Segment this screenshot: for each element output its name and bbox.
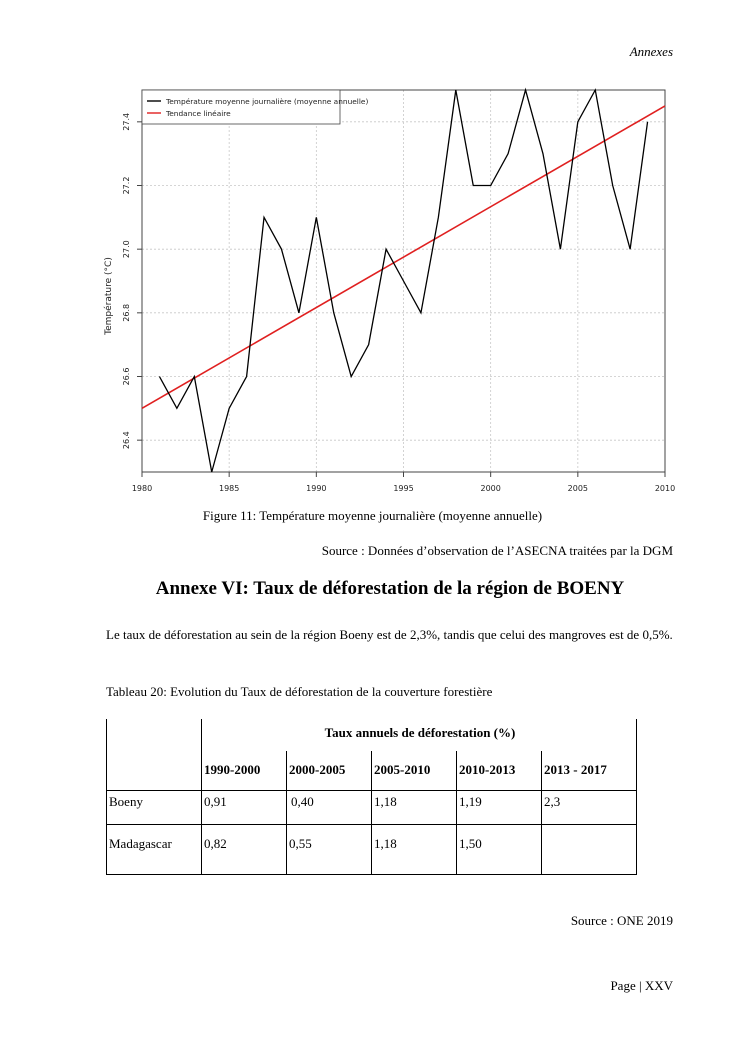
x-tick-label: 1985 [218,484,240,493]
table-cell: 1,18 [372,791,457,825]
y-axis-title: Température (°C) [104,257,114,335]
table-cell [542,825,637,875]
annex-title: Annexe VI: Taux de déforestation de la région de BOENY [155,578,625,599]
x-tick-label: 1990 [306,484,327,493]
table-cell: 1,19 [457,791,542,825]
y-tick-label: 26.8 [122,303,131,322]
y-tick-label: 27.0 [122,240,131,259]
table-header-row [107,719,637,751]
period-header: 2000-2005 [287,751,372,791]
table-cell: 0,40 [287,791,372,825]
legend-trend-label: Tendance linéaire [166,109,231,118]
legend-box [142,90,340,124]
x-tick-label: 2005 [567,484,589,493]
y-tick-label: 27.2 [122,176,131,195]
y-tick-label: 27.4 [122,112,131,131]
running-header: Annexes [629,44,673,59]
table-cell: 2,3 [542,791,637,825]
page-roman: XXV [644,978,673,993]
page-number: Page | XXV [610,978,673,993]
table-cell: 0,82 [202,825,287,875]
row-label: Boeny [107,791,202,825]
table-corner-cell [107,719,202,791]
body-paragraph: Le taux de déforestation au sein de la région Boeny est de 2,3%, tandis que celui des mangroves est de 0,5%. [106,627,673,642]
table-row [107,825,637,875]
temperature-chart [100,82,675,502]
figure-caption: Figure 11: Température moyenne journalière (moyenne annuelle) [202,508,543,523]
row-label: Madagascar [107,825,202,875]
page-label: Page [610,978,636,993]
table-cell: 0,55 [287,825,372,875]
table-caption: Tableau 20: Evolution du Taux de déforestation de la couverture forestière [106,684,493,699]
deforestation-table [106,719,637,875]
x-tick-label: 2010 [654,484,675,493]
y-tick-label: 26.6 [122,367,131,386]
table-cell: 0,91 [202,791,287,825]
y-tick-label: 26.4 [122,431,131,450]
x-tick-label: 1980 [131,484,153,493]
table-main-header: Taux annuels de déforestation (%) [202,719,637,751]
period-header: 2010-2013 [457,751,542,791]
x-tick-label: 2000 [480,484,501,493]
chart-svg [100,82,675,502]
period-header: 1990-2000 [202,751,287,791]
figure-source: Source : Données d’observation de l’ASECNA traitées par la DGM [321,543,673,558]
period-header: 2013 - 2017 [542,751,637,791]
table-cell: 1,18 [372,825,457,875]
table-cell: 1,50 [457,825,542,875]
period-header: 2005-2010 [372,751,457,791]
table-source: Source : ONE 2019 [570,913,673,928]
x-tick-label: 1995 [393,484,414,493]
legend-temperature-label: Température moyenne journalière (moyenne annuelle) [166,97,369,106]
table-row [107,791,637,825]
